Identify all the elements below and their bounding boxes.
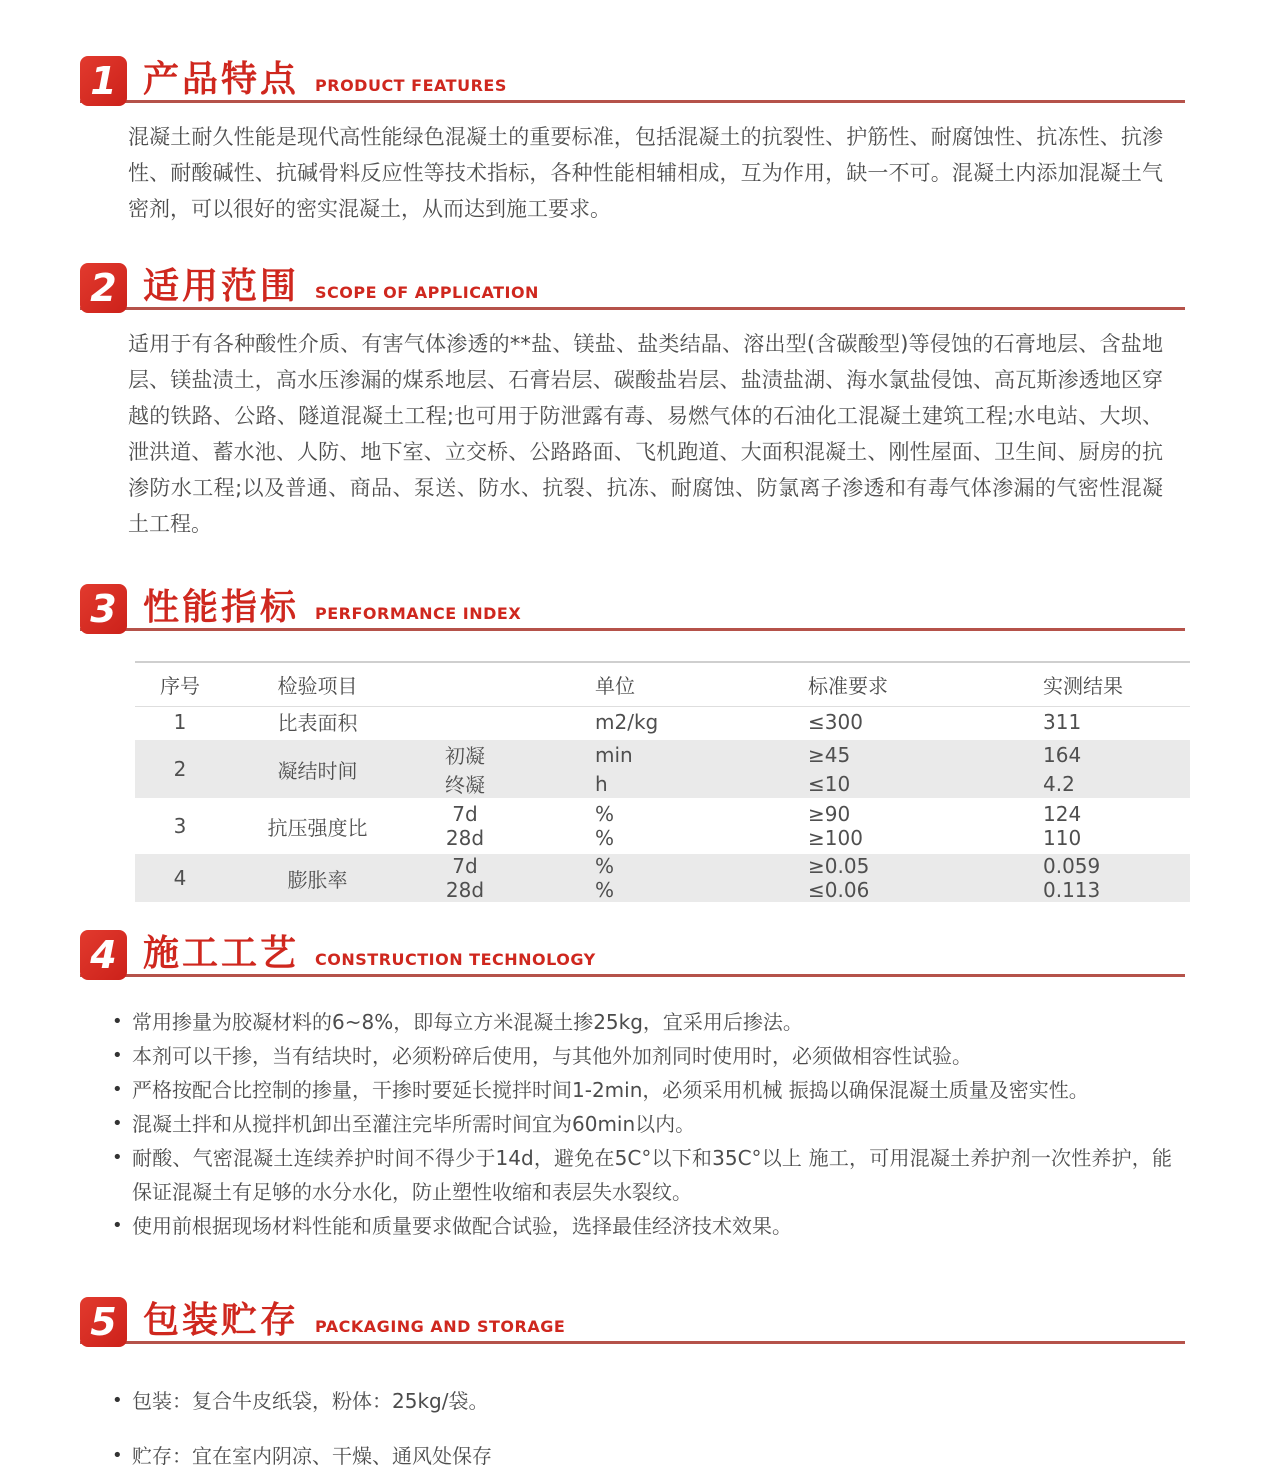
cell-result: 164 [1043, 742, 1082, 767]
table-subrow [410, 878, 1190, 902]
cell-item: 抗压强度比 [267, 815, 368, 840]
bullet-dot-icon: • [112, 1113, 123, 1134]
table-subrow [410, 707, 1190, 736]
section-title-en: PACKAGING AND STORAGE [315, 1317, 566, 1336]
list-item [112, 1141, 1172, 1209]
col-header-item: 检验项目 [277, 674, 358, 698]
cell-sub: 28d [445, 878, 485, 902]
list-item [112, 1073, 1172, 1107]
section-title-en: PERFORMANCE INDEX [315, 604, 522, 623]
section-packaging-and-storage [0, 1291, 1280, 1473]
cell-item: 比表面积 [277, 711, 358, 735]
cell-item: 膨胀率 [287, 867, 348, 892]
table-subrow [410, 740, 1190, 769]
cell-item: 凝结时间 [277, 758, 358, 783]
cell-result: 0.113 [1043, 878, 1101, 902]
cell-unit: % [595, 802, 615, 826]
section-paragraph: 适用于有各种酸性介质、有害气体渗透的**盐、镁盐、盐类结晶、溶出型(含碳酸型)等侵蚀的石膏地层、含盐地层、镁盐渍土，高水压渗漏的煤系地层、石膏岩层、碳酸盐岩层、盐渍盐湖、海水氯盐侵蚀、高瓦斯渗透地区穿越的铁路、公路、隧道混凝土工程;也可用于防泄露有毒、易燃气体的石油化工混凝土建筑工程;水电站、大坝、泄洪道、蓄水池、人防、地下室、立交桥、公路路面、飞机跑道、大面积混凝土、刚性屋面、卫生间、厨房的抗渗防水工程;以及普通、商品、泵送、防水、抗裂、抗冻、耐腐蚀、防氯离子渗透和有毒气体渗漏的气密性混凝土工程。 [128, 332, 1163, 536]
cell-unit: m2/kg [595, 709, 659, 734]
construction-bullet-list [112, 1005, 1172, 1243]
col-header-unit: 单位 [595, 674, 635, 698]
col-header-result: 实测结果 [1043, 674, 1123, 698]
table-subrow [410, 826, 1190, 850]
list-item-text: 耐酸、气密混凝土连续养护时间不得少于14d，避免在5C°以下和35C°以上 施工，可用混凝土养护剂一次性养护，能保证混凝土有足够的水分水化，防止塑性收缩和表层失水裂纹。 [132, 1146, 1172, 1204]
cell-sub: 终凝 [445, 773, 485, 797]
list-item [112, 1107, 1172, 1141]
table-subrow [410, 802, 1190, 826]
performance-table [135, 661, 1190, 902]
list-item-text: 包装：复合牛皮纸袋，粉体：25kg/袋。 [132, 1389, 489, 1413]
cell-no: 1 [173, 709, 187, 734]
section-number-badge: 3 [80, 584, 127, 634]
list-item-text: 贮存：宜在室内阴凉、干燥、通风处保存 [132, 1444, 492, 1468]
cell-result: 124 [1043, 802, 1082, 826]
section-header [80, 924, 1185, 977]
list-item [112, 1039, 1172, 1073]
section-construction-technology [0, 924, 1280, 1243]
cell-no: 4 [173, 866, 187, 890]
list-item [112, 1439, 1172, 1473]
list-item [112, 1209, 1172, 1243]
cell-sub: 28d [445, 826, 485, 850]
cell-unit: min [595, 742, 633, 767]
cell-unit: h [595, 771, 608, 796]
cell-result: 4.2 [1043, 771, 1075, 796]
section-title-cn: 性能指标 [143, 587, 300, 629]
cell-sub: 初凝 [445, 744, 485, 768]
col-header-req: 标准要求 [808, 674, 888, 698]
cell-unit: % [595, 826, 615, 850]
section-title-en: SCOPE OF APPLICATION [315, 283, 539, 302]
list-item [112, 1005, 1172, 1039]
bullet-dot-icon: • [112, 1079, 123, 1100]
section-number-badge: 1 [80, 56, 127, 106]
bullet-dot-icon: • [112, 1045, 123, 1066]
section-header [80, 50, 1185, 103]
section-product-features [0, 0, 1280, 227]
cell-req: ≤300 [808, 709, 863, 734]
list-item-text: 本剂可以干掺，当有结块时，必须粉碎后使用，与其他外加剂同时使用时，必须做相容性试验。 [132, 1044, 972, 1068]
cell-result: 0.059 [1043, 854, 1101, 878]
bullet-dot-icon: • [112, 1445, 123, 1466]
cell-result: 311 [1043, 709, 1082, 734]
cell-sub: 7d [452, 854, 478, 878]
section-number-badge: 4 [80, 930, 127, 980]
cell-req: ≥45 [808, 742, 851, 767]
list-item-text: 混凝土拌和从搅拌机卸出至灌注完毕所需时间宜为60min以内。 [132, 1112, 696, 1136]
bullet-dot-icon: • [112, 1011, 123, 1032]
section-header [80, 578, 1185, 631]
table-subrow [410, 769, 1190, 798]
cell-sub: 7d [452, 802, 478, 826]
section-header [80, 1291, 1185, 1344]
section-title-en: CONSTRUCTION TECHNOLOGY [315, 950, 596, 969]
section-number-badge: 2 [80, 263, 127, 313]
col-header-no: 序号 [160, 674, 200, 698]
bullet-dot-icon: • [112, 1215, 123, 1236]
cell-req: ≥90 [808, 802, 851, 826]
section-paragraph: 混凝土耐久性能是现代高性能绿色混凝土的重要标准，包括混凝土的抗裂性、护筋性、耐腐蚀性、抗冻性、抗渗性、耐酸碱性、抗碱骨料反应性等技术指标，各种性能相辅相成，互为作用，缺一不可。混凝土内添加混凝土气密剂，可以很好的密实混凝土，从而达到施工要求。 [128, 125, 1163, 221]
table-row [135, 707, 1190, 736]
section-number-badge: 5 [80, 1297, 127, 1347]
section-title-cn: 产品特点 [143, 59, 300, 101]
cell-result: 110 [1043, 826, 1082, 850]
list-item-text: 使用前根据现场材料性能和质量要求做配合试验，选择最佳经济技术效果。 [132, 1214, 792, 1238]
table-row [135, 740, 1190, 798]
bullet-dot-icon: • [112, 1147, 123, 1168]
section-title-cn: 适用范围 [143, 266, 300, 308]
section-header [80, 257, 1185, 310]
section-scope-of-application [0, 257, 1280, 542]
cell-unit: % [595, 854, 615, 878]
section-performance-index [0, 578, 1280, 902]
cell-req: ≤0.06 [808, 878, 870, 902]
bullet-dot-icon: • [112, 1390, 123, 1411]
list-item-text: 严格按配合比控制的掺量，干掺时要延长搅拌时间1-2min，必须采用机械 振捣以确保混凝土质量及密实性。 [132, 1078, 1089, 1102]
table-header-row [135, 663, 1190, 707]
list-item-text: 常用掺量为胶凝材料的6~8%，即每立方米混凝土掺25kg，宜采用后掺法。 [132, 1010, 803, 1034]
section-title-cn: 施工工艺 [143, 933, 300, 975]
section-title-en: PRODUCT FEATURES [315, 76, 507, 95]
table-row [135, 854, 1190, 902]
cell-no: 3 [173, 814, 187, 838]
cell-req: ≥100 [808, 826, 863, 850]
cell-req: ≥0.05 [808, 854, 870, 878]
table-subrow [410, 854, 1190, 878]
section-title-cn: 包装贮存 [143, 1300, 300, 1342]
cell-req: ≤10 [808, 771, 851, 796]
table-row [135, 802, 1190, 850]
list-item [112, 1384, 1172, 1418]
cell-unit: % [595, 878, 615, 902]
packaging-bullet-list [112, 1384, 1172, 1473]
cell-no: 2 [173, 757, 187, 781]
